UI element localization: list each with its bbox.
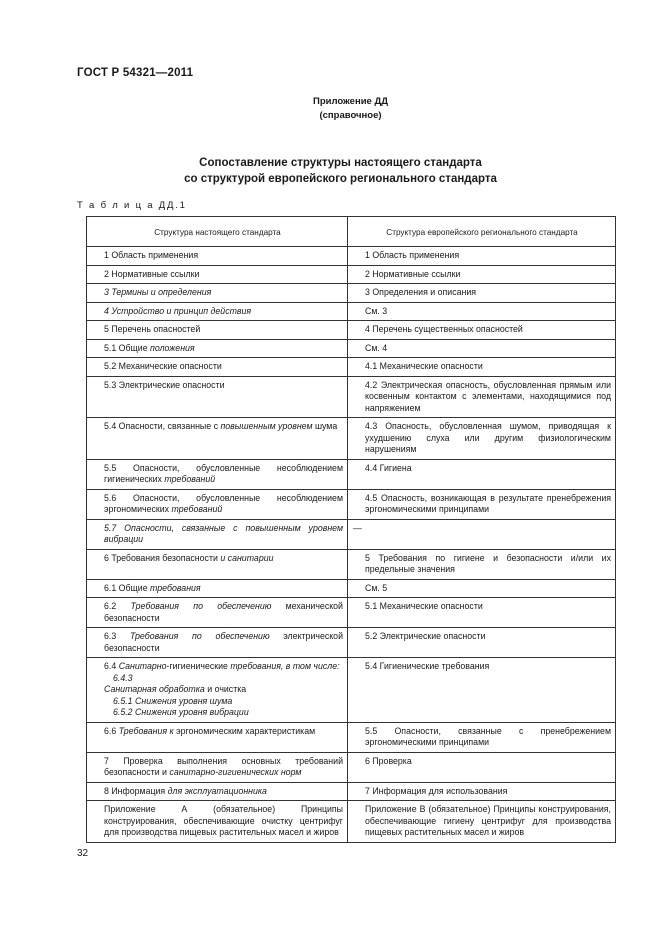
table-header-row — [87, 217, 616, 247]
text-segment: требований — [171, 504, 223, 514]
text-segment: Приложение В (обязательное) Принципы конструирования, обеспечивающие гигиену центрифуг для производства пищевых растительных масел и жиров — [365, 804, 611, 837]
annex-type: (справочное) — [319, 110, 382, 121]
text-segment: 6 Требования безопасности — [104, 552, 221, 563]
cell-european-standard — [348, 549, 616, 579]
cell-text — [92, 361, 222, 373]
cell-text — [92, 523, 343, 546]
text-segment: 5.6 Опасности, обусловленные несоблюдением эргономических — [104, 492, 343, 514]
cell-european-standard — [348, 519, 616, 549]
cell-european-standard — [348, 628, 616, 658]
cell-text — [92, 804, 343, 839]
cell-text — [92, 250, 198, 262]
cell-text — [353, 631, 486, 643]
cell-current-standard — [87, 284, 348, 303]
table-row — [87, 284, 616, 303]
text-segment: 4.5 Опасность, возникающая в результате пренебрежения эргономическими принципами — [365, 492, 611, 514]
text-segment: Санитарная обработка — [104, 684, 205, 694]
cell-text — [92, 306, 251, 318]
text-segment: 6.5.1 Снижения уровня шума — [113, 695, 233, 706]
cell-european-standard — [348, 459, 616, 489]
cell-current-standard — [87, 339, 348, 358]
cell-european-standard — [348, 302, 616, 321]
cell-current-standard — [87, 658, 348, 723]
text-segment: Приложение А (обязательное) Принципы конструирования, обеспечивающие очистку центрифуг для производства пищевых растительных масел и жиров — [104, 804, 343, 837]
text-segment: 4.2 Электрическая опасность, обусловленная прямым или косвенным контактом с элементами, находящимися под напряжением — [365, 379, 611, 413]
header-right: Структура европейского регионального стандарта — [348, 217, 616, 247]
cell-text — [353, 361, 483, 373]
cell-european-standard — [348, 598, 616, 628]
cell-text — [92, 661, 340, 719]
text-segment: эргономическим характеристикам — [173, 725, 316, 736]
text-segment: 6.3 — [104, 631, 130, 641]
table-row — [87, 376, 616, 418]
text-segment: 6.4 — [104, 661, 119, 671]
header-left: Структура настоящего стандарта — [87, 217, 348, 247]
text-segment: 5 Перечень опасностей — [104, 324, 201, 334]
cell-current-standard — [87, 519, 348, 549]
cell-european-standard — [348, 321, 616, 340]
text-segment: 6.5.2 Снижения уровня вибрации — [113, 707, 249, 717]
text-segment: требований — [164, 474, 216, 484]
text-segment: 5.5 Опасности, связанные с пренебрежением эргономическими принципами — [365, 725, 611, 747]
text-segment: 5.1 Механические опасности — [365, 601, 483, 611]
cell-current-standard — [87, 579, 348, 598]
cell-text — [353, 380, 611, 415]
text-segment: 5.2 Механические опасности — [104, 361, 222, 371]
text-segment: 8 Информация — [104, 785, 168, 796]
cell-text — [353, 250, 459, 262]
text-segment: Требования к — [118, 725, 174, 736]
cell-text — [353, 493, 611, 516]
cell-text — [353, 343, 387, 355]
table-row — [87, 519, 616, 549]
table-row — [87, 339, 616, 358]
annex-title: Приложение ДД — [313, 96, 388, 107]
cell-text — [353, 756, 412, 768]
cell-current-standard — [87, 722, 348, 752]
cell-text — [92, 493, 343, 516]
cell-text — [92, 463, 343, 486]
table-row — [87, 418, 616, 460]
cell-european-standard — [348, 265, 616, 284]
cell-current-standard — [87, 598, 348, 628]
cell-text — [92, 287, 211, 299]
text-segment: 6.4.3 — [113, 672, 133, 683]
text-segment: 6.6 — [104, 725, 119, 736]
text-segment: 7 Информация для использования — [365, 785, 508, 796]
page-number: 32 — [77, 848, 89, 859]
cell-european-standard — [348, 376, 616, 418]
cell-european-standard — [348, 489, 616, 519]
text-segment: См. 5 — [365, 582, 388, 593]
cell-european-standard — [348, 722, 616, 752]
cell-text — [353, 661, 489, 673]
text-segment: — — [353, 522, 362, 533]
cell-text — [92, 631, 343, 654]
cell-european-standard — [348, 658, 616, 723]
cell-text — [353, 583, 387, 595]
text-segment: 2 Нормативные ссылки — [104, 268, 200, 279]
cell-european-standard — [348, 339, 616, 358]
text-segment: 4.1 Механические опасности — [365, 361, 483, 371]
cell-european-standard — [348, 358, 616, 377]
text-segment: для эксплуатационника — [167, 785, 267, 796]
cell-text — [92, 324, 200, 336]
text-segment: 4.4 Гигиена — [365, 462, 412, 473]
title-line-1: Сопоставление структуры настоящего стандарта — [199, 157, 482, 169]
cell-text — [92, 601, 343, 624]
text-segment: 5.1 Общие — [104, 342, 151, 353]
table-row — [87, 247, 616, 266]
text-segment: -гигиенические — [166, 661, 231, 671]
cell-current-standard — [87, 549, 348, 579]
cell-text — [353, 726, 611, 749]
table-row — [87, 658, 616, 723]
cell-text — [92, 269, 199, 281]
text-segment: 1 Область применения — [365, 250, 460, 260]
cell-european-standard — [348, 752, 616, 782]
cell-european-standard — [348, 284, 616, 303]
table-row — [87, 722, 616, 752]
text-segment: Требования по обеспечению — [129, 631, 270, 641]
cell-european-standard — [348, 782, 616, 801]
cell-text — [353, 786, 507, 798]
table-row — [87, 801, 616, 843]
annex-heading — [0, 95, 661, 123]
standard-code: ГОСТ Р 54321—2011 — [77, 67, 194, 79]
title-line-2: со структурой европейского регионального стандарта — [184, 173, 497, 185]
table-row — [87, 752, 616, 782]
table-row — [87, 302, 616, 321]
text-segment: 5.2 Электрические опасности — [365, 631, 486, 641]
text-segment: положения — [150, 342, 195, 353]
cell-text — [353, 287, 476, 299]
text-segment: 6 Проверка — [365, 755, 412, 766]
cell-current-standard — [87, 459, 348, 489]
cell-european-standard — [348, 801, 616, 843]
cell-text — [353, 463, 412, 475]
text-segment: 3 Термины и определения — [104, 287, 212, 297]
text-segment: 5.4 Гигиенические требования — [365, 661, 490, 671]
cell-current-standard — [87, 265, 348, 284]
text-segment: 4.3 Опасность, обусловленная шумом, приводящая к ухудшению слуха или другим физиологическим нарушениям — [365, 421, 611, 454]
table-row — [87, 489, 616, 519]
text-segment: шума — [312, 421, 338, 431]
cell-text — [92, 421, 337, 433]
text-segment: 5.4 Опасности, связанные с — [104, 421, 221, 431]
cell-current-standard — [87, 628, 348, 658]
cell-text — [92, 343, 195, 355]
text-segment: См. 4 — [365, 342, 388, 353]
text-segment: и очистка — [204, 684, 247, 694]
cell-text — [353, 553, 611, 576]
text-segment: 6.2 — [104, 601, 131, 611]
text-segment: механической безопасности — [104, 601, 343, 623]
text-segment: 5 Требования по гигиене и безопасности и/или их предельные значения — [365, 552, 611, 574]
text-segment: и санитарии — [220, 552, 274, 563]
text-segment: 2 Нормативные ссылки — [365, 268, 461, 279]
cell-current-standard — [87, 752, 348, 782]
text-segment: 6.1 Общие — [104, 582, 151, 593]
text-segment: повышенным уровнем — [220, 421, 313, 431]
text-segment: 1 Область применения — [104, 250, 199, 260]
cell-european-standard — [348, 247, 616, 266]
cell-current-standard — [87, 247, 348, 266]
text-segment: Требования по обеспечению — [130, 601, 272, 611]
cell-current-standard — [87, 321, 348, 340]
cell-current-standard — [87, 418, 348, 460]
cell-text — [92, 726, 315, 738]
cell-text — [92, 786, 267, 798]
cell-text — [353, 306, 387, 318]
cell-text — [92, 553, 274, 565]
cell-european-standard — [348, 579, 616, 598]
text-segment: электрической безопасности — [104, 631, 343, 653]
table-row — [87, 321, 616, 340]
cell-current-standard — [87, 302, 348, 321]
cell-text — [92, 380, 225, 392]
text-segment: 3 Определения и описания — [365, 287, 477, 297]
cell-current-standard — [87, 489, 348, 519]
comparison-table — [86, 216, 616, 843]
table-caption: Т а б л и ц а ДД.1 — [77, 200, 187, 211]
cell-current-standard — [87, 358, 348, 377]
cell-text — [353, 601, 483, 613]
cell-text — [353, 269, 460, 281]
cell-text — [353, 523, 362, 535]
cell-text — [92, 583, 201, 595]
text-segment: 4 Устройство и принцип действия — [104, 305, 252, 316]
text-segment: требования, в том числе: — [230, 661, 340, 671]
table-body — [87, 247, 616, 843]
text-segment: 4 Перечень существенных опасностей — [365, 324, 523, 334]
table-row — [87, 598, 616, 628]
table-row — [87, 459, 616, 489]
document-title — [0, 155, 661, 187]
cell-text — [353, 324, 523, 336]
text-segment: санитарно-гигиенических норм — [169, 767, 302, 777]
cell-current-standard — [87, 801, 348, 843]
text-segment: Санитарно — [118, 661, 167, 671]
table-row — [87, 782, 616, 801]
text-segment: требования — [150, 582, 201, 593]
cell-current-standard — [87, 376, 348, 418]
table-row — [87, 579, 616, 598]
text-segment: 5.7 Опасности, связанные с повышенным уровнем вибрации — [104, 522, 343, 544]
table-row — [87, 628, 616, 658]
cell-current-standard — [87, 782, 348, 801]
table-row — [87, 358, 616, 377]
table-row — [87, 549, 616, 579]
text-segment: 5.5 Опасности, обусловленные несоблюдением гигиенических — [104, 462, 343, 484]
cell-european-standard — [348, 418, 616, 460]
table-row — [87, 265, 616, 284]
text-segment: См. 3 — [365, 305, 388, 316]
text-segment: 5.3 Электрические опасности — [104, 379, 225, 390]
cell-text — [92, 756, 343, 779]
cell-text — [353, 421, 611, 456]
cell-text — [353, 804, 611, 839]
text-segment: 7 Проверка выполнения основных требований безопасности и — [104, 755, 343, 777]
